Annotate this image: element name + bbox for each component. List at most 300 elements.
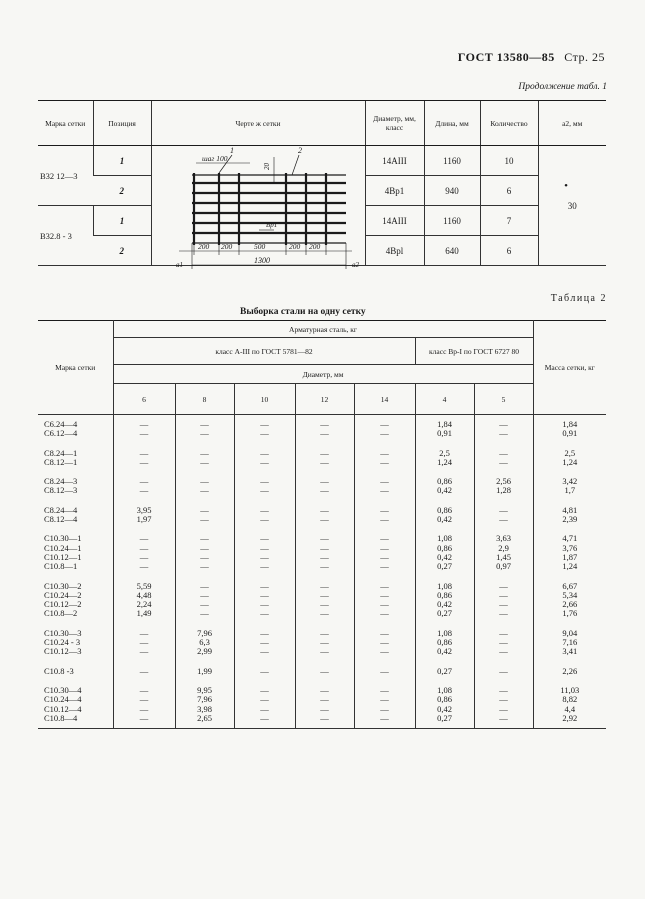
cell-value: C8.24—1 [44, 447, 78, 458]
cell-d4 [415, 577, 474, 624]
cell-d10 [234, 662, 295, 681]
cell-d5 [474, 624, 533, 662]
cell-value: — [200, 514, 209, 525]
cell-value: 2,56 [496, 476, 511, 487]
cell-value: 7,96 [197, 627, 212, 638]
cell-value: C10.24—2 [44, 589, 82, 600]
mass-cell [533, 577, 606, 624]
col-d12: 12 [295, 384, 354, 415]
col-diameter: Диаметр, мм [113, 365, 533, 384]
cell-value: C10.24—4 [44, 694, 82, 705]
cell-d10 [234, 415, 295, 444]
cell-d6 [113, 624, 175, 662]
diameter: 14AIII [365, 206, 424, 236]
col-class-a3: класс А-III по ГОСТ 5781—82 [113, 338, 415, 365]
cell-d10 [234, 444, 295, 473]
cell-value: 0,86 [437, 694, 452, 705]
cell-value: — [499, 428, 508, 439]
cell-value: 7,16 [562, 637, 578, 648]
cell-d4 [415, 529, 474, 576]
cell-value: — [260, 542, 269, 553]
cell-d5 [474, 415, 533, 444]
cell-value: 1,7 [564, 485, 576, 496]
cell-value: 0,91 [562, 428, 578, 439]
cell-value: — [260, 712, 269, 723]
cell-value: — [380, 646, 389, 657]
cell-value: 1,08 [437, 580, 452, 591]
cell-value: — [380, 694, 389, 705]
cell-value: — [380, 542, 389, 553]
col-diameter: Диаметр, мм, класс [365, 101, 424, 146]
cell-value: 1,08 [437, 533, 452, 544]
cell-value: C10.24—1 [44, 542, 82, 553]
cell-value: — [499, 694, 508, 705]
table-row [38, 415, 606, 444]
cell-value: 9,04 [562, 627, 578, 638]
drawing-label-1: 1 [230, 146, 234, 155]
cell-value: — [139, 712, 149, 723]
cell-value: 0,42 [437, 551, 452, 562]
a2-cell [538, 146, 606, 266]
cell-d5 [474, 529, 533, 576]
cell-value: — [139, 456, 149, 467]
col-length: Длина, мм [424, 101, 480, 146]
cell-value: — [320, 694, 329, 705]
page-header [458, 50, 605, 65]
position: 2 [93, 236, 151, 266]
mark-cell [38, 501, 113, 530]
cell-value: C8.24—4 [44, 504, 78, 515]
mark-cell [38, 624, 113, 662]
cell-value: 3,63 [496, 533, 511, 544]
cell-value: — [260, 504, 269, 515]
col-d6: 6 [113, 384, 175, 415]
diameter: 4Bp1 [365, 176, 424, 206]
cell-value: — [499, 608, 508, 619]
mass-cell [533, 501, 606, 530]
col-d4: 4 [415, 384, 474, 415]
cell-d6 [113, 472, 175, 501]
cell-value: 0,27 [437, 712, 452, 723]
bullet-mark: • [564, 180, 568, 192]
cell-value: 2,9 [498, 542, 509, 553]
cell-d6 [113, 501, 175, 530]
cell-value: C10.8 -3 [44, 665, 74, 676]
table-row [38, 681, 606, 729]
cell-value: — [320, 561, 329, 572]
cell-d6 [113, 529, 175, 576]
cell-value: — [260, 665, 269, 676]
cell-value: 1,08 [437, 627, 452, 638]
cell-value: — [499, 504, 508, 515]
cell-value: — [260, 551, 269, 562]
cell-value: C6.24—4 [44, 419, 78, 429]
cell-value: 0,97 [496, 561, 511, 572]
cell-d4 [415, 624, 474, 662]
cell-value: 0,42 [437, 514, 452, 525]
cell-value: 3,95 [136, 504, 152, 515]
cell-value: — [260, 514, 269, 525]
cell-value: — [200, 608, 209, 619]
table-row [38, 577, 606, 624]
cell-value: — [200, 447, 209, 458]
cell-value: 1,24 [562, 456, 578, 467]
cell-value: — [260, 684, 269, 695]
cell-value: — [380, 561, 389, 572]
cell-value: — [200, 476, 209, 487]
cell-value: — [200, 599, 209, 610]
drawing-dim: 200 [289, 242, 301, 251]
cell-value: — [499, 703, 508, 714]
cell-value: — [380, 599, 389, 610]
cell-value: — [139, 665, 149, 676]
cell-value: 6,3 [199, 637, 210, 648]
drawing-dim: 200 [309, 242, 321, 251]
cell-value: — [380, 514, 389, 525]
mark-cell [38, 529, 113, 576]
cell-d8 [175, 624, 234, 662]
mesh-drawing [174, 145, 374, 273]
mass-cell [533, 662, 606, 681]
quantity: 10 [480, 146, 538, 176]
cell-value: C10.12—1 [44, 551, 82, 562]
cell-d8 [175, 415, 234, 444]
cell-value: 0,27 [437, 561, 452, 572]
cell-d4 [415, 444, 474, 473]
cell-value: — [380, 447, 389, 458]
cell-value: — [200, 428, 209, 439]
cell-value: 1,97 [136, 514, 152, 525]
cell-value: — [139, 684, 149, 695]
cell-value: 1,76 [562, 608, 578, 619]
cell-value: — [320, 514, 329, 525]
cell-value: C10.8—4 [44, 712, 78, 723]
cell-value: 1,24 [437, 456, 452, 467]
cell-value: — [320, 637, 329, 648]
cell-value: — [499, 514, 508, 525]
table-row [38, 529, 606, 576]
cell-value: C10.12—4 [44, 703, 82, 714]
cell-value: — [139, 533, 149, 544]
cell-value: 1,45 [496, 551, 511, 562]
steel-table-header [38, 384, 606, 415]
cell-value: — [260, 608, 269, 619]
position: 1 [93, 146, 151, 176]
cell-value: 2,66 [562, 599, 578, 610]
col-d10: 10 [234, 384, 295, 415]
cell-value: C10.30—2 [44, 580, 82, 591]
cell-value: — [139, 428, 149, 439]
cell-value: — [320, 703, 329, 714]
steel-table [38, 320, 606, 729]
cell-value: 2,26 [562, 665, 578, 676]
cell-value: — [499, 646, 508, 657]
cell-value: — [499, 684, 508, 695]
cell-value: — [320, 580, 329, 591]
cell-value: — [320, 428, 329, 439]
cell-value: — [260, 485, 269, 496]
cell-value: 0,86 [437, 542, 452, 553]
cell-value: — [200, 456, 209, 467]
cell-value: — [260, 456, 269, 467]
cell-value: 0,86 [437, 476, 452, 487]
drawing-dim: 500 [254, 242, 266, 251]
cell-value: — [200, 419, 209, 429]
cell-value: C10.30—3 [44, 627, 82, 638]
diameter: 4Bpl [365, 236, 424, 266]
mark-cell [38, 577, 113, 624]
cell-value: — [139, 485, 149, 496]
cell-value: C10.12—3 [44, 646, 82, 657]
cell-value: — [139, 561, 149, 572]
mass-cell [533, 681, 606, 729]
cell-value: C8.12—1 [44, 456, 78, 467]
cell-d14 [354, 681, 415, 729]
cell-d4 [415, 415, 474, 444]
cell-d10 [234, 529, 295, 576]
quantity: 7 [480, 206, 538, 236]
mesh-mark: B32 12—3 [38, 146, 93, 206]
cell-value: 1,28 [496, 485, 511, 496]
cell-value: 1,08 [437, 684, 452, 695]
cell-d10 [234, 472, 295, 501]
cell-value: — [499, 580, 508, 591]
drawing-a1: a1 [176, 261, 183, 269]
cell-value: — [499, 637, 508, 648]
drawing-bp: Вр1 [266, 221, 278, 229]
cell-value: 3,42 [562, 476, 578, 487]
cell-d12 [295, 662, 354, 681]
cell-d8 [175, 662, 234, 681]
cell-value: 4,4 [564, 703, 576, 714]
table-title: Выборка стали на одну сетку [240, 307, 366, 317]
cell-value: — [139, 551, 149, 562]
cell-d12 [295, 529, 354, 576]
cell-d12 [295, 444, 354, 473]
cell-value: — [380, 627, 389, 638]
steel-table-header [38, 365, 606, 384]
cell-value: — [380, 551, 389, 562]
cell-d4 [415, 662, 474, 681]
cell-value: — [320, 589, 329, 600]
cell-value: 0,27 [437, 608, 452, 619]
cell-value: — [200, 589, 209, 600]
cell-value: 5,59 [136, 580, 152, 591]
position: 1 [93, 206, 151, 236]
cell-value: — [320, 504, 329, 515]
cell-value: — [139, 419, 149, 429]
cell-value: — [380, 703, 389, 714]
cell-value: C10.30—4 [44, 684, 82, 695]
cell-d4 [415, 501, 474, 530]
cell-d4 [415, 472, 474, 501]
cell-value: — [139, 646, 149, 657]
table-label: Таблица 2 [550, 293, 607, 304]
cell-value: 0,42 [437, 703, 452, 714]
cell-value: — [260, 646, 269, 657]
cell-value: C10.12—2 [44, 599, 82, 610]
cell-value: — [139, 542, 149, 553]
cell-value: — [260, 447, 269, 458]
cell-value: 0,86 [437, 504, 452, 515]
table-row [38, 472, 606, 501]
cell-value: — [380, 476, 389, 487]
a2-value: 30 [567, 200, 577, 211]
cell-value: — [139, 447, 149, 458]
mark-cell [38, 662, 113, 681]
col-position: Позиция [93, 101, 151, 146]
mass-cell [533, 472, 606, 501]
cell-d14 [354, 415, 415, 444]
table-row [38, 444, 606, 473]
cell-d5 [474, 501, 533, 530]
cell-value: 3,76 [562, 542, 578, 553]
drawing-dim: 200 [221, 242, 233, 251]
cell-value: 0,42 [437, 599, 452, 610]
cell-value: — [380, 504, 389, 515]
drawing-a2: a2 [352, 261, 359, 269]
page-number: Стр. 25 [564, 50, 605, 64]
cell-d5 [474, 577, 533, 624]
cell-value: 2,5 [439, 447, 450, 458]
cell-value: — [380, 580, 389, 591]
mark-cell [38, 472, 113, 501]
cell-value: — [320, 542, 329, 553]
steel-table-header [38, 321, 606, 338]
cell-value: — [260, 627, 269, 638]
cell-value: — [260, 599, 269, 610]
cell-value: — [139, 694, 149, 705]
cell-value: C8.12—4 [44, 514, 78, 525]
cell-d10 [234, 577, 295, 624]
cell-value: — [139, 703, 149, 714]
cell-value: 7,96 [197, 694, 212, 705]
table-row [38, 662, 606, 681]
cell-d5 [474, 444, 533, 473]
cell-value: — [380, 533, 389, 544]
cell-value: — [200, 561, 209, 572]
mark-cell [38, 681, 113, 729]
cell-value: — [320, 456, 329, 467]
cell-value: — [200, 485, 209, 496]
cell-value: 0,42 [437, 646, 452, 657]
cell-value: — [380, 712, 389, 723]
length: 940 [424, 176, 480, 206]
cell-value: C8.12—3 [44, 485, 78, 496]
standard-number: ГОСТ 13580—85 [457, 50, 555, 64]
cell-value: — [200, 551, 209, 562]
cell-d12 [295, 577, 354, 624]
cell-value: 4,48 [136, 589, 152, 600]
cell-value: C10.24 - 3 [44, 637, 81, 648]
cell-value: 11,03 [560, 684, 580, 695]
cell-value: — [499, 447, 508, 458]
mesh-mark: B32.8 - 3 [38, 206, 93, 266]
drawing-step: шаг 100 [202, 154, 228, 163]
mass-cell [533, 624, 606, 662]
cell-value: 9,95 [197, 684, 212, 695]
cell-value: — [380, 589, 389, 600]
cell-d10 [234, 681, 295, 729]
drawing-dim-20: 20 [263, 163, 271, 170]
cell-value: — [260, 533, 269, 544]
col-mass: Масса сетки, кг [533, 321, 606, 415]
cell-value: — [260, 589, 269, 600]
cell-value: 2,39 [562, 514, 578, 525]
cell-value: 3,41 [562, 646, 578, 657]
cell-d14 [354, 662, 415, 681]
cell-d10 [234, 501, 295, 530]
cell-value: 1,24 [562, 561, 578, 572]
quantity: 6 [480, 236, 538, 266]
cell-value: — [260, 703, 269, 714]
cell-d8 [175, 681, 234, 729]
cell-value: 2,99 [197, 646, 212, 657]
cell-value: — [260, 428, 269, 439]
cell-d14 [354, 501, 415, 530]
cell-value: — [499, 665, 508, 676]
cell-value: 2,5 [564, 447, 576, 458]
cell-value: — [260, 476, 269, 487]
cell-value: — [260, 694, 269, 705]
length: 1160 [424, 206, 480, 236]
cell-value: 6,67 [562, 580, 578, 591]
col-d5: 5 [474, 384, 533, 415]
cell-value: — [380, 419, 389, 429]
cell-d14 [354, 444, 415, 473]
steel-table-body [38, 415, 606, 729]
cell-d8 [175, 444, 234, 473]
cell-value: 2,65 [197, 712, 212, 723]
cell-value: — [380, 684, 389, 695]
cell-value: C8.24—3 [44, 476, 78, 487]
cell-d12 [295, 501, 354, 530]
cell-d8 [175, 501, 234, 530]
cell-value: 1,84 [437, 419, 452, 429]
cell-d10 [234, 624, 295, 662]
cell-d6 [113, 444, 175, 473]
cell-value: — [260, 419, 269, 429]
cell-value: — [260, 637, 269, 648]
cell-value: 5,34 [562, 589, 578, 600]
cell-value: 1,49 [136, 608, 152, 619]
cell-d5 [474, 681, 533, 729]
continuation-note: Продолжение табл. 1 [518, 82, 607, 92]
cell-value: — [320, 608, 329, 619]
cell-value: 0,86 [437, 589, 452, 600]
cell-d14 [354, 529, 415, 576]
cell-value: 4,81 [562, 504, 578, 515]
cell-value: — [320, 476, 329, 487]
cell-value: — [139, 627, 149, 638]
cell-value: 8,82 [562, 694, 578, 705]
cell-value: — [320, 485, 329, 496]
cell-value: — [260, 580, 269, 591]
cell-d12 [295, 415, 354, 444]
col-steel: Арматурная сталь, кг [113, 321, 533, 338]
cell-d14 [354, 472, 415, 501]
cell-value: — [200, 504, 209, 515]
cell-value: 0,91 [437, 428, 452, 439]
cell-d12 [295, 624, 354, 662]
cell-value: — [200, 542, 209, 553]
mark-cell [38, 444, 113, 473]
cell-value: 2,24 [136, 599, 152, 610]
cell-d5 [474, 472, 533, 501]
cell-value: 4,71 [562, 533, 578, 544]
cell-value: — [380, 608, 389, 619]
cell-d8 [175, 529, 234, 576]
